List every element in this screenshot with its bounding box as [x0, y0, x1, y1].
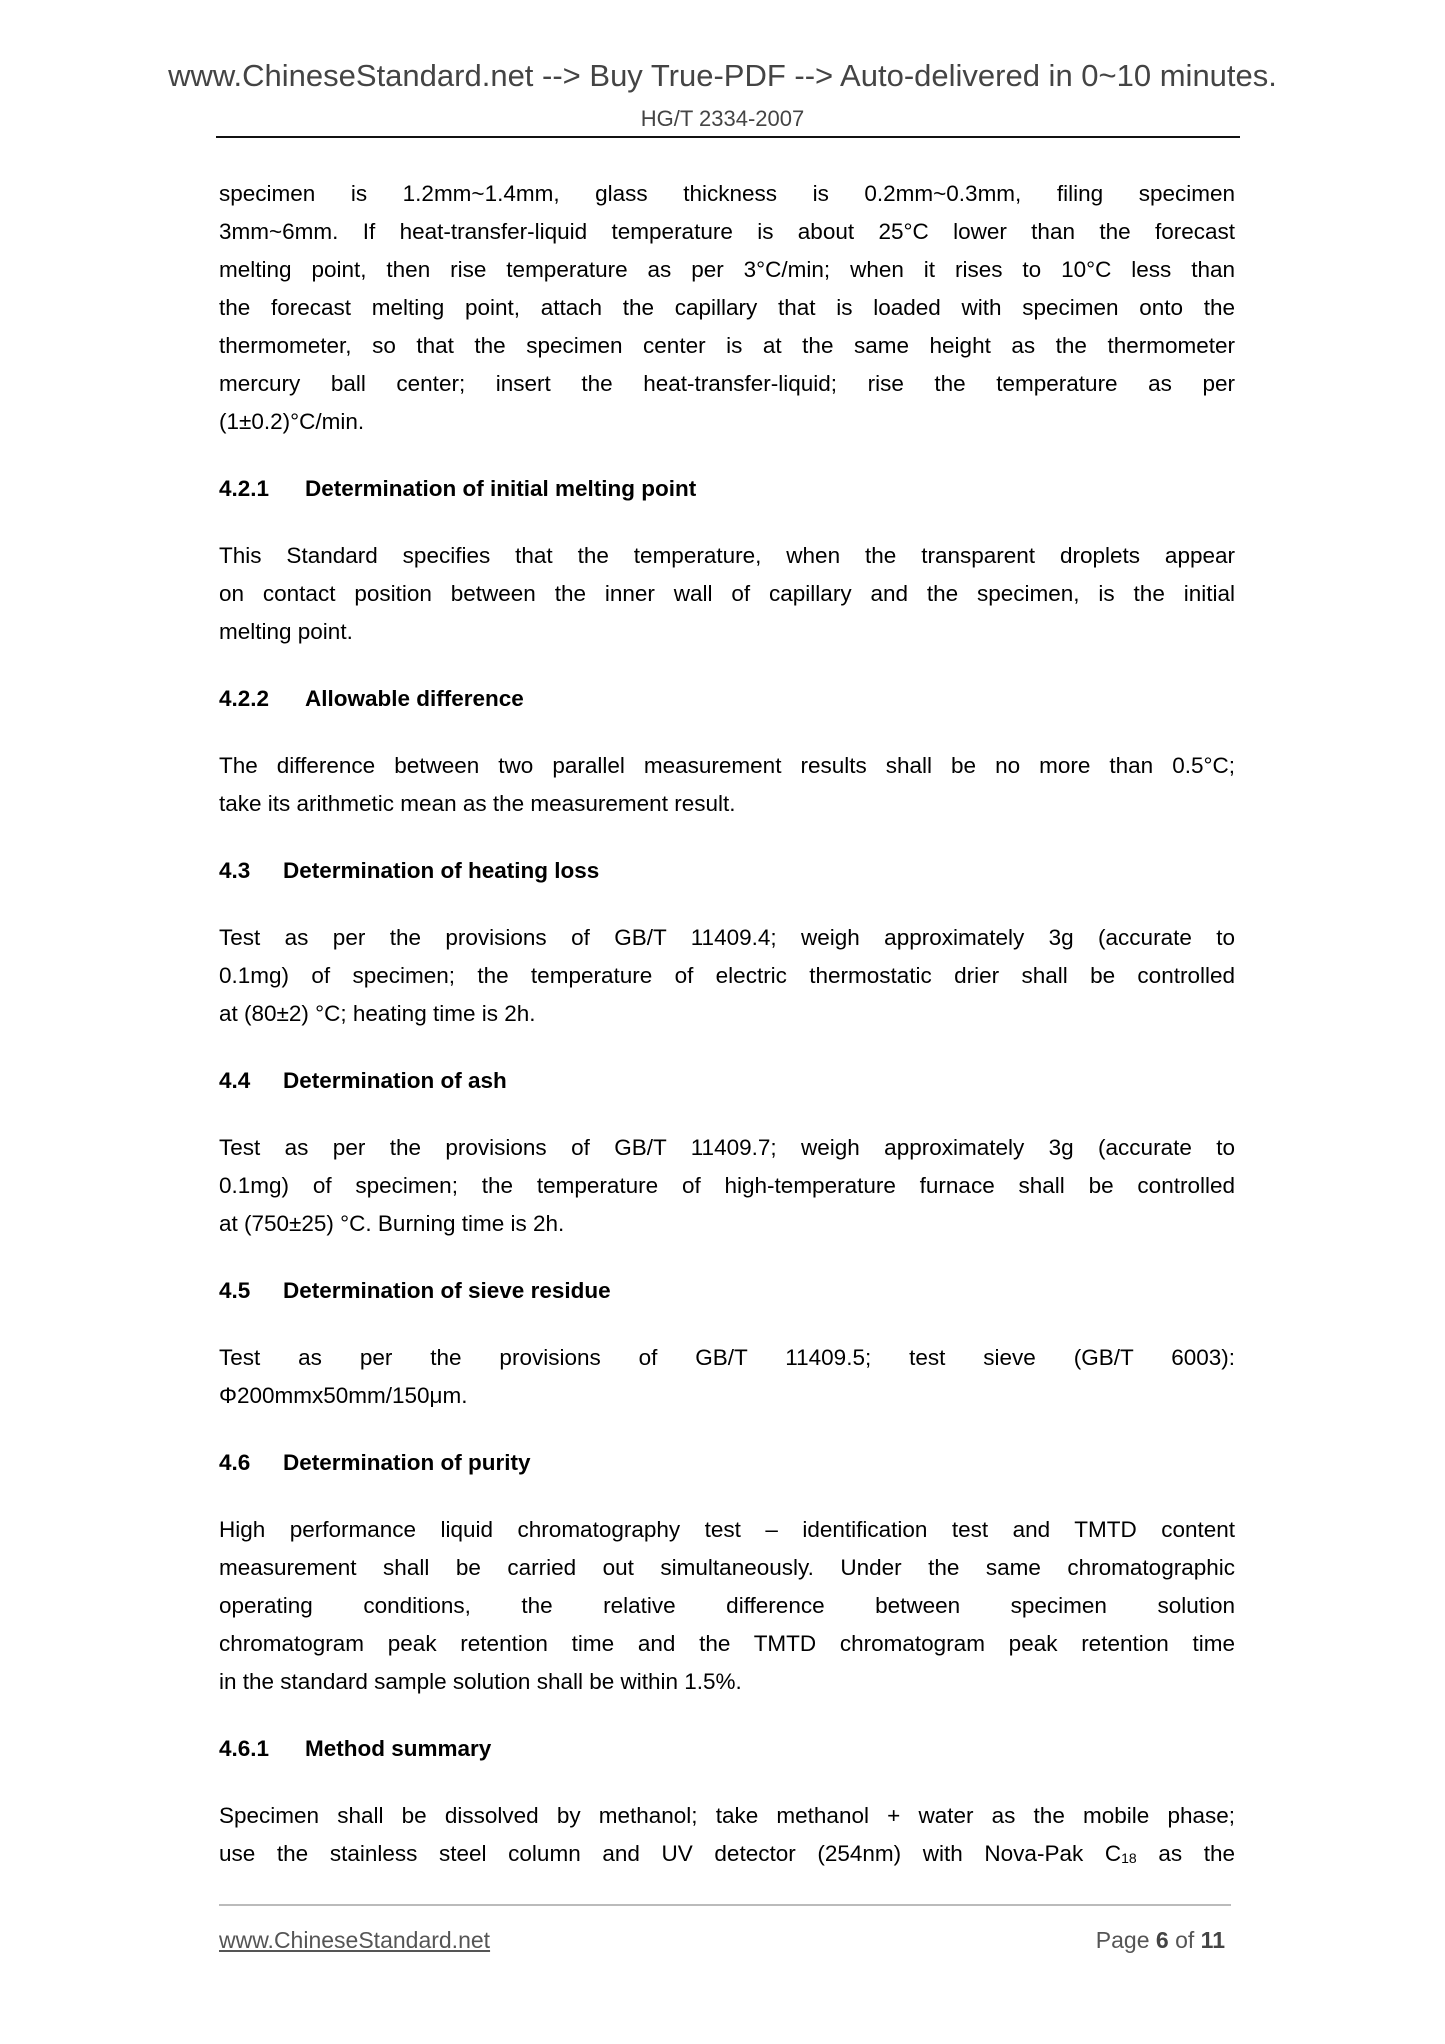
page-label: Page	[1095, 1927, 1156, 1953]
section-number: 4.4	[219, 1068, 251, 1093]
section-number: 4.2.1	[219, 476, 270, 501]
text-line: Test as per the provisions of GB/T 11409.7; weigh approximately 3g (accurate to	[219, 1135, 1235, 1160]
text-line: measurement shall be carried out simultaneously. Under the same chromatographic	[219, 1555, 1235, 1580]
total-pages: 11	[1200, 1927, 1225, 1953]
text-line: at (750±25) °C. Burning time is 2h.	[219, 1211, 565, 1236]
text-line: The difference between two parallel measurement results shall be no more than 0.5°C;	[219, 753, 1235, 778]
text-line: High performance liquid chromatography test – identification test and TMTD content	[219, 1517, 1235, 1542]
section-heading-4-6	[219, 1444, 1235, 1482]
section-number: 4.2.2	[219, 686, 270, 711]
paragraph	[219, 919, 1235, 1033]
text-line: This Standard specifies that the temperature, when the transparent droplets appear	[219, 543, 1235, 568]
page-indicator	[1096, 1927, 1225, 1954]
text-line: specimen is 1.2mm~1.4mm, glass thickness is 0.2mm~0.3mm, filing specimen	[219, 181, 1235, 206]
section-title: Determination of sieve residue	[283, 1278, 611, 1303]
section-heading-4-3	[219, 852, 1235, 890]
section-title: Method summary	[305, 1736, 492, 1761]
section-title: Determination of initial melting point	[305, 476, 697, 501]
text-line: the forecast melting point, attach the capillary that is loaded with specimen onto the	[219, 295, 1235, 320]
paragraph	[219, 747, 1235, 823]
text-line: (1±0.2)°C/min.	[219, 409, 365, 434]
subscript: 18	[1121, 1850, 1137, 1866]
current-page: 6	[1155, 1927, 1169, 1953]
paragraph	[219, 1129, 1235, 1243]
text-line: take its arithmetic mean as the measurement result.	[219, 791, 736, 816]
paragraph	[219, 175, 1235, 441]
section-number: 4.6.1	[219, 1736, 270, 1761]
header-divider	[216, 136, 1240, 138]
section-number: 4.5	[219, 1278, 251, 1303]
page-of-label: of	[1168, 1927, 1201, 1953]
section-heading-4-2-2	[219, 680, 1235, 718]
text-line: Test as per the provisions of GB/T 11409.5; test sieve (GB/T 6003):	[219, 1345, 1235, 1370]
text-line: melting point, then rise temperature as per 3°C/min; when it rises to 10°C less than	[219, 257, 1235, 282]
text-line: operating conditions, the relative difference between specimen solution	[219, 1593, 1235, 1618]
text-line: 0.1mg) of specimen; the temperature of electric thermostatic drier shall be controlled	[219, 963, 1235, 988]
text-line: at (80±2) °C; heating time is 2h.	[219, 1001, 536, 1026]
paragraph	[219, 1339, 1235, 1415]
text-line: in the standard sample solution shall be within 1.5%.	[219, 1669, 742, 1694]
section-heading-4-6-1	[219, 1730, 1235, 1768]
text-line: 3mm~6mm. If heat-transfer-liquid temperature is about 25°C lower than the forecast	[219, 219, 1235, 244]
section-heading-4-2-1	[219, 470, 1235, 508]
text-line: Φ200mmx50mm/150μm.	[219, 1383, 468, 1408]
section-heading-4-5	[219, 1272, 1235, 1310]
text-segment: use the stainless steel column and UV detector (254nm) with Nova-Pak C	[219, 1841, 1122, 1866]
section-title: Determination of purity	[283, 1450, 531, 1475]
text-line: thermometer, so that the specimen center is at the same height as the thermometer	[219, 333, 1235, 358]
text-line	[219, 1835, 1235, 1873]
section-title: Allowable difference	[305, 686, 524, 711]
paragraph	[219, 1797, 1235, 1873]
footer-divider	[219, 1904, 1231, 1906]
footer-website-link[interactable]: www.ChineseStandard.net	[219, 1927, 491, 1953]
paragraph	[219, 1511, 1235, 1701]
header-banner: www.ChineseStandard.net --> Buy True-PDF --> Auto-delivered in 0~10 minutes.	[168, 58, 1277, 93]
text-line: Specimen shall be dissolved by methanol; take methanol + water as the mobile phase;	[219, 1803, 1235, 1828]
text-line: chromatogram peak retention time and the TMTD chromatogram peak retention time	[219, 1631, 1235, 1656]
text-line: on contact position between the inner wall of capillary and the specimen, is the initial	[219, 581, 1235, 606]
text-segment: as the	[1136, 1841, 1236, 1866]
section-heading-4-4	[219, 1062, 1235, 1100]
section-number: 4.6	[219, 1450, 251, 1475]
paragraph	[219, 537, 1235, 651]
text-line: 0.1mg) of specimen; the temperature of high-temperature furnace shall be controlled	[219, 1173, 1235, 1198]
page-content	[219, 175, 1235, 1902]
text-line: melting point.	[219, 619, 353, 644]
section-title: Determination of ash	[283, 1068, 507, 1093]
document-code: HG/T 2334-2007	[640, 106, 805, 131]
section-title: Determination of heating loss	[283, 858, 600, 883]
text-line: mercury ball center; insert the heat-transfer-liquid; rise the temperature as per	[219, 371, 1235, 396]
section-number: 4.3	[219, 858, 251, 883]
text-line: Test as per the provisions of GB/T 11409.4; weigh approximately 3g (accurate to	[219, 925, 1235, 950]
